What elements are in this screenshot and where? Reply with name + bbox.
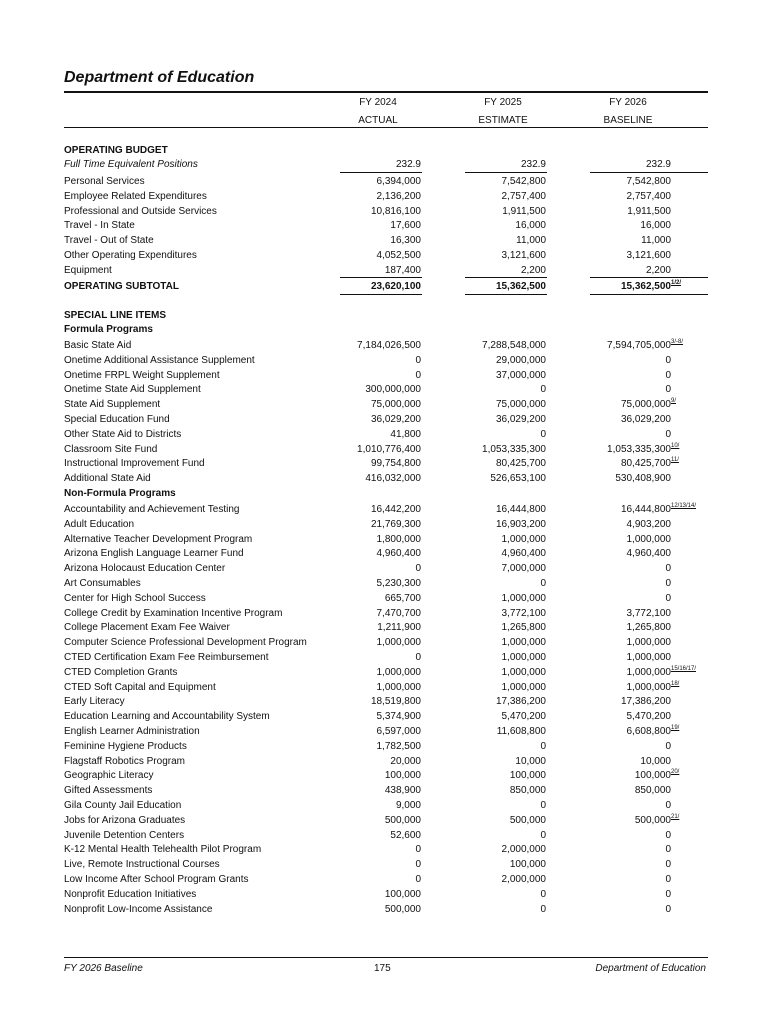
table-row <box>64 591 708 606</box>
table-row <box>64 650 708 665</box>
table-row <box>64 174 708 189</box>
fy2025-value: 17,386,200 <box>495 696 546 708</box>
fy2026-value: 1,265,800 <box>626 622 671 634</box>
fy2024-value: 10,816,100 <box>370 205 421 217</box>
fy2026-value: 80,425,700 <box>620 458 671 470</box>
fy2025-value: 5,470,200 <box>501 711 546 723</box>
fy2025-value: 2,000,000 <box>501 874 546 885</box>
fy2025-value: 0 <box>540 829 546 841</box>
fy2025-value: 850,000 <box>509 785 546 797</box>
fy2026-value: 0 <box>665 829 671 841</box>
fy2024-value: 232.9 <box>395 159 421 170</box>
fy2024-value: 7,184,026,500 <box>357 340 421 351</box>
fy2026-value: 530,408,900 <box>615 473 671 485</box>
row-label: K-12 Mental Health Telehealth Pilot Program <box>64 844 262 856</box>
fy2026-value: 7,542,800 <box>626 176 671 187</box>
fy2024-value: 16,442,200 <box>370 504 421 515</box>
non-formula-programs-heading: Non-Formula Programs <box>64 488 176 499</box>
table-row <box>64 768 708 783</box>
column-year: FY 2024 <box>359 97 397 108</box>
fy2025-value: 100,000 <box>509 859 546 871</box>
fy2025-value: 0 <box>540 740 546 752</box>
fy2025-value: 37,000,000 <box>495 369 546 381</box>
fy2025-value: 232.9 <box>520 159 546 170</box>
footnote-ref: 12/13/14/ <box>671 503 697 509</box>
table-row <box>64 739 708 754</box>
fy2026-value: 0 <box>665 428 671 440</box>
row-label: Instructional Improvement Fund <box>64 458 205 470</box>
fy2025-value: 7,000,000 <box>501 563 546 575</box>
column-header-fy2025 <box>448 94 558 130</box>
fy2025-value: 2,200 <box>520 264 546 276</box>
fy2026-value: 1,000,000 <box>626 533 671 545</box>
fy2026-value: 232.9 <box>645 159 671 170</box>
fy2024-value: 7,470,700 <box>376 607 421 619</box>
fy2025-value: 2,000,000 <box>501 844 546 856</box>
table-row <box>64 709 708 724</box>
table-row <box>64 412 708 427</box>
row-label: Onetime FRPL Weight Supplement <box>64 369 220 381</box>
fy2024-value: 99,754,800 <box>370 458 421 470</box>
table-row <box>64 442 708 457</box>
table-row <box>64 872 708 887</box>
fy2026-value: 0 <box>665 888 671 900</box>
fy2026-value: 4,960,400 <box>626 548 671 560</box>
fy2024-value: 2,136,200 <box>376 190 421 202</box>
fy2026-value: 0 <box>665 592 671 604</box>
fy2024-value: 6,394,000 <box>376 176 421 187</box>
table-row <box>64 471 708 486</box>
table-row <box>64 353 708 368</box>
footer-right: Department of Education <box>595 963 706 974</box>
row-label: Arizona Holocaust Education Center <box>64 563 226 575</box>
table-row <box>64 798 708 813</box>
row-label: Accountability and Achievement Testing <box>64 504 240 515</box>
fy2024-value: 0 <box>415 563 421 575</box>
fy2024-value: 5,374,900 <box>376 711 421 723</box>
table-row <box>64 813 708 828</box>
fy2024-value: 416,032,000 <box>365 473 421 485</box>
fy2026-value: 75,000,000 <box>620 399 671 411</box>
fy2024-value: 187,400 <box>384 264 421 276</box>
fy2026-value: 1,911,500 <box>627 205 671 217</box>
table-row <box>64 204 708 219</box>
fy2025-value: 75,000,000 <box>495 399 546 411</box>
footnote-ref: 20/ <box>671 769 680 776</box>
table-row <box>64 517 708 532</box>
table-row <box>64 338 708 353</box>
fte-row <box>64 157 708 172</box>
column-type: BASELINE <box>603 115 653 126</box>
fy2024-value: 18,519,800 <box>370 696 421 708</box>
table-row <box>64 828 708 843</box>
fy2026-value: 0 <box>665 563 671 575</box>
fy2026-value: 0 <box>665 369 671 381</box>
fy2024-value: 300,000,000 <box>365 384 421 396</box>
fy2026-value: 0 <box>665 859 671 871</box>
fy2026-value: 500,000 <box>634 814 671 826</box>
row-label: Additional State Aid <box>64 473 151 485</box>
row-label: College Credit by Examination Incentive Program <box>64 607 283 619</box>
fy2025-value: 1,911,500 <box>502 205 546 217</box>
fy2025-value: 1,000,000 <box>501 681 546 693</box>
row-label: Full Time Equivalent Positions <box>64 159 198 170</box>
fy2026-value: 15,362,500 <box>620 281 671 292</box>
row-label: Personal Services <box>64 176 145 187</box>
column-year: FY 2026 <box>609 97 647 108</box>
fy2024-value: 1,000,000 <box>376 637 421 649</box>
fy2026-value: 1,000,000 <box>626 637 671 649</box>
fy2026-value: 2,757,400 <box>626 190 671 202</box>
fy2025-value: 1,000,000 <box>501 592 546 604</box>
subtotal-underline <box>465 294 547 295</box>
fy2025-value: 1,000,000 <box>501 533 546 545</box>
fy2025-value: 16,903,200 <box>495 518 546 530</box>
row-label: CTED Certification Exam Fee Reimbursement <box>64 652 269 663</box>
fy2024-value: 36,029,200 <box>370 414 421 425</box>
fy2025-value: 0 <box>540 800 546 811</box>
fy2026-value: 0 <box>665 578 671 589</box>
fy2024-value: 1,000,000 <box>376 666 421 678</box>
table-row <box>64 532 708 547</box>
table-row <box>64 887 708 902</box>
fy2026-value: 1,053,335,300 <box>607 443 671 455</box>
fy2025-value: 0 <box>540 384 546 396</box>
fy2024-value: 41,800 <box>390 428 421 440</box>
fy2025-value: 1,053,335,300 <box>482 443 546 455</box>
fy2025-value: 10,000 <box>515 755 546 767</box>
table-row <box>64 680 708 695</box>
fy2024-value: 1,000,000 <box>376 681 421 693</box>
fy2025-value: 1,000,000 <box>501 666 546 678</box>
row-label: Other Operating Expenditures <box>64 250 197 261</box>
footnote-ref: 9/ <box>671 398 677 405</box>
table-row <box>64 218 708 233</box>
fy2026-value: 0 <box>665 800 671 811</box>
row-label: CTED Soft Capital and Equipment <box>64 681 216 693</box>
fy2024-value: 20,000 <box>390 755 421 767</box>
footnote-ref: 19/ <box>671 725 680 731</box>
fy2025-value: 2,757,400 <box>501 190 546 202</box>
row-label: Jobs for Arizona Graduates <box>64 814 186 826</box>
fy2024-value: 75,000,000 <box>370 399 421 411</box>
table-row <box>64 902 708 917</box>
fy2026-value: 1,000,000 <box>626 666 671 678</box>
table-row <box>64 561 708 576</box>
table-row <box>64 397 708 412</box>
fy2024-value: 9,000 <box>395 800 421 811</box>
row-label: Equipment <box>64 264 112 276</box>
fy2026-value: 0 <box>665 384 671 396</box>
footnote-ref: 1/2/ <box>671 280 682 286</box>
fy2025-value: 100,000 <box>509 770 546 782</box>
table-row <box>64 842 708 857</box>
special-line-items-heading: SPECIAL LINE ITEMS <box>64 310 167 321</box>
fy2026-value: 100,000 <box>634 770 671 782</box>
row-label: Travel - In State <box>64 220 135 232</box>
table-row <box>64 456 708 471</box>
fy2026-value: 10,000 <box>640 755 671 767</box>
fy2025-value: 1,000,000 <box>501 652 546 663</box>
fy2024-value: 0 <box>415 369 421 381</box>
row-label: Computer Science Professional Development Program <box>64 637 307 649</box>
fte-underline <box>340 172 422 173</box>
fy2025-value: 526,653,100 <box>490 473 546 485</box>
row-label: Low Income After School Program Grants <box>64 874 249 885</box>
row-label: Nonprofit Low-Income Assistance <box>64 903 213 915</box>
page-number: 175 <box>374 963 391 974</box>
table-row <box>64 665 708 680</box>
fy2024-value: 0 <box>415 354 421 366</box>
table-row <box>64 233 708 248</box>
page-title: Department of Education <box>64 69 255 86</box>
fy2025-value: 1,000,000 <box>501 637 546 649</box>
subtotal-underline <box>465 277 547 278</box>
fy2024-value: 0 <box>415 652 421 663</box>
row-label: Employee Related Expenditures <box>64 190 207 202</box>
subtotal-underline <box>340 277 422 278</box>
fy2024-value: 6,597,000 <box>376 726 421 737</box>
fy2025-value: 500,000 <box>509 814 546 826</box>
table-row <box>64 368 708 383</box>
footnote-ref: 18/ <box>671 680 680 687</box>
fy2024-value: 100,000 <box>384 888 421 900</box>
fy2025-value: 0 <box>540 888 546 900</box>
subtotal-underline <box>590 277 708 278</box>
table-row <box>64 248 708 263</box>
footer-rule <box>64 957 708 958</box>
row-label: Live, Remote Instructional Courses <box>64 859 220 871</box>
fy2024-value: 4,960,400 <box>376 548 421 560</box>
row-label: Onetime State Aid Supplement <box>64 384 201 396</box>
table-row <box>64 857 708 872</box>
fy2024-value: 1,782,500 <box>376 740 421 752</box>
fy2026-value: 850,000 <box>634 785 671 797</box>
row-label: Nonprofit Education Initiatives <box>64 888 197 900</box>
row-label: Geographic Literacy <box>64 770 154 782</box>
column-type: ESTIMATE <box>478 115 528 126</box>
fte-underline <box>465 172 547 173</box>
row-label: Flagstaff Robotics Program <box>64 755 185 767</box>
table-row <box>64 783 708 798</box>
fy2026-value: 16,000 <box>640 220 671 232</box>
fy2025-value: 29,000,000 <box>495 354 546 366</box>
fy2025-value: 4,960,400 <box>501 548 546 560</box>
row-label: Classroom Site Fund <box>64 443 158 455</box>
fy2026-value: 3,121,600 <box>626 250 671 261</box>
column-header-fy2026 <box>573 94 683 130</box>
fy2024-value: 1,010,776,400 <box>357 443 421 455</box>
fy2025-value: 7,542,800 <box>501 176 546 187</box>
table-row <box>64 635 708 650</box>
fy2024-value: 4,052,500 <box>376 250 421 261</box>
header-rule <box>64 91 708 93</box>
row-label: Adult Education <box>64 518 135 530</box>
row-label: CTED Completion Grants <box>64 666 178 678</box>
subtotal-underline <box>590 294 708 295</box>
fy2026-value: 0 <box>665 874 671 885</box>
fy2026-value: 17,386,200 <box>620 696 671 708</box>
fy2024-value: 1,800,000 <box>376 533 421 545</box>
fy2024-value: 0 <box>415 874 421 885</box>
table-row <box>64 620 708 635</box>
row-label: Other State Aid to Districts <box>64 428 182 440</box>
fy2026-value: 0 <box>665 903 671 915</box>
row-label: Basic State Aid <box>64 340 132 351</box>
fy2025-value: 15,362,500 <box>495 281 546 292</box>
fy2026-value: 16,444,800 <box>620 504 671 515</box>
fy2025-value: 11,000 <box>516 235 546 247</box>
fy2024-value: 500,000 <box>384 814 421 826</box>
row-label: Gila County Jail Education <box>64 800 182 811</box>
fy2025-value: 36,029,200 <box>495 414 546 425</box>
fy2026-value: 7,594,705,000 <box>607 340 671 351</box>
fy2024-value: 52,600 <box>390 829 421 841</box>
fy2025-value: 0 <box>540 578 546 589</box>
row-label: Special Education Fund <box>64 414 170 425</box>
footnote-ref: 11/ <box>671 457 679 464</box>
row-label: English Learner Administration <box>64 726 200 737</box>
fy2026-value: 2,200 <box>645 264 671 276</box>
column-year: FY 2025 <box>484 97 522 108</box>
formula-programs-heading: Formula Programs <box>64 324 153 335</box>
row-label: Professional and Outside Services <box>64 205 217 217</box>
fy2024-value: 17,600 <box>390 220 421 232</box>
table-row <box>64 546 708 561</box>
fy2026-value: 3,772,100 <box>626 607 671 619</box>
row-label: Juvenile Detention Centers <box>64 829 185 841</box>
row-label: Onetime Additional Assistance Supplement <box>64 354 255 366</box>
subtotal-underline <box>340 294 422 295</box>
fy2025-value: 1,265,800 <box>501 622 546 634</box>
fy2026-value: 0 <box>665 844 671 856</box>
fy2025-value: 0 <box>540 428 546 440</box>
column-type: ACTUAL <box>358 115 398 126</box>
fy2026-value: 1,000,000 <box>626 681 671 693</box>
table-row <box>64 606 708 621</box>
table-row <box>64 263 708 278</box>
fy2025-value: 3,772,100 <box>501 607 546 619</box>
footnote-ref: 3/-8/ <box>671 339 684 345</box>
fy2025-value: 80,425,700 <box>495 458 546 470</box>
row-label: College Placement Exam Fee Waiver <box>64 622 230 634</box>
row-label: Feminine Hygiene Products <box>64 740 187 752</box>
row-label: Travel - Out of State <box>64 235 154 247</box>
fy2024-value: 16,300 <box>390 235 421 247</box>
table-row <box>64 576 708 591</box>
fy2024-value: 0 <box>415 844 421 856</box>
fy2024-value: 438,900 <box>384 785 421 797</box>
fy2024-value: 500,000 <box>384 903 421 915</box>
row-label: Gifted Assessments <box>64 785 153 797</box>
table-row <box>64 427 708 442</box>
operating-budget-heading: OPERATING BUDGET <box>64 145 168 156</box>
footnote-ref: 15/16/17/ <box>671 665 697 672</box>
row-label: OPERATING SUBTOTAL <box>64 281 179 292</box>
fy2025-value: 0 <box>540 903 546 915</box>
row-label: Art Consumables <box>64 578 141 589</box>
table-row <box>64 382 708 397</box>
fy2026-value: 5,470,200 <box>626 711 671 723</box>
footnote-ref: 21/ <box>671 813 680 820</box>
fy2024-value: 100,000 <box>384 770 421 782</box>
column-header-fy2024 <box>323 94 433 130</box>
row-label: Center for High School Success <box>64 592 206 604</box>
operating-subtotal-row <box>64 279 708 294</box>
fy2024-value: 5,230,300 <box>376 578 421 589</box>
fy2025-value: 3,121,600 <box>501 250 546 261</box>
row-label: Arizona English Language Learner Fund <box>64 548 244 560</box>
row-label: Alternative Teacher Development Program <box>64 533 253 545</box>
table-row <box>64 189 708 204</box>
fy2026-value: 11,000 <box>641 235 671 247</box>
fy2026-value: 0 <box>665 740 671 752</box>
fy2026-value: 0 <box>665 354 671 366</box>
fy2024-value: 1,211,900 <box>377 622 421 634</box>
fy2025-value: 16,444,800 <box>495 504 546 515</box>
table-row <box>64 724 708 739</box>
footnote-ref: 10/ <box>671 442 680 449</box>
row-label: Early Literacy <box>64 696 125 708</box>
fy2026-value: 1,000,000 <box>626 652 671 663</box>
footer-left: FY 2026 Baseline <box>64 963 143 974</box>
fy2026-value: 6,608,800 <box>626 726 671 737</box>
column-header-rule <box>64 127 708 128</box>
fy2026-value: 36,029,200 <box>620 414 671 425</box>
fy2025-value: 16,000 <box>515 220 546 232</box>
fy2024-value: 0 <box>415 859 421 871</box>
fy2026-value: 4,903,200 <box>626 518 671 530</box>
fy2024-value: 665,700 <box>384 592 421 604</box>
row-label: State Aid Supplement <box>64 399 161 411</box>
table-row <box>64 694 708 709</box>
table-row <box>64 502 708 517</box>
row-label: Education Learning and Accountability System <box>64 711 270 723</box>
table-row <box>64 754 708 769</box>
fte-underline <box>590 172 708 173</box>
fy2024-value: 23,620,100 <box>370 281 421 292</box>
fy2025-value: 7,288,548,000 <box>482 340 546 351</box>
fy2024-value: 21,769,300 <box>370 518 421 530</box>
fy2025-value: 11,608,800 <box>496 726 546 737</box>
